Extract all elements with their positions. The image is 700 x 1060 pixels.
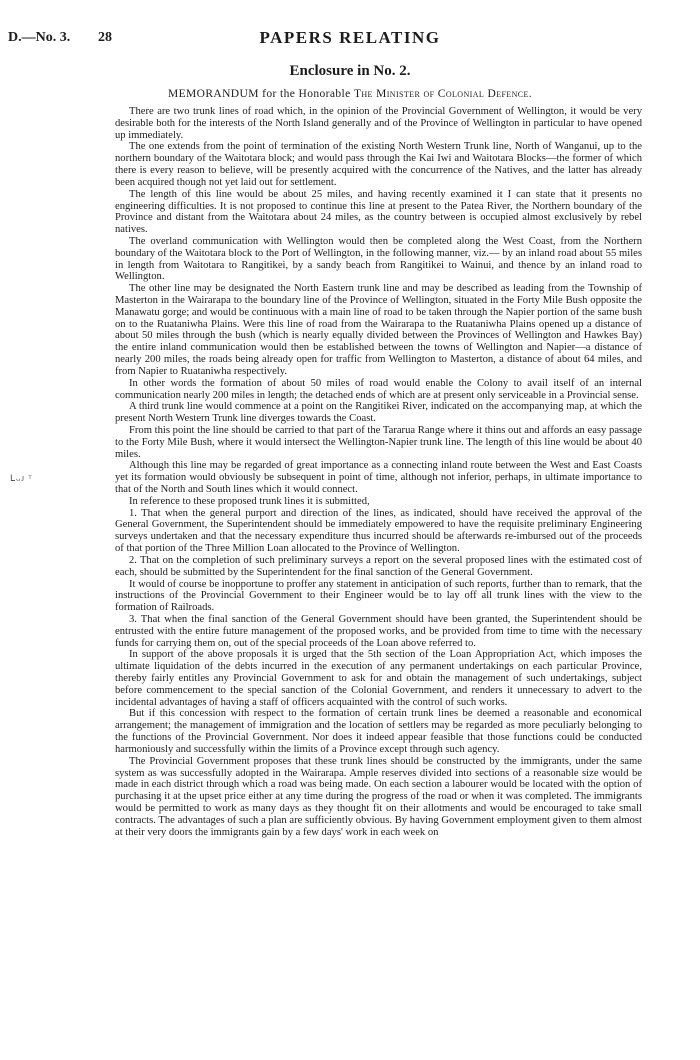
paragraph: But if this concession with respect to the formation of certain trunk lines be deemed a reasonable and economical arrangement; the management of immigration and the location of settlers may be regarded as more peculiarly belonging to the functions of the Provincial Government. Nor does it indeed appear feasible that those functions could be conducted harmoniously and successfully within the limits of a Province except through such agency. — [115, 708, 642, 755]
page-header — [0, 30, 700, 54]
paragraph: It would of course be inopportune to proffer any statement in anticipation of such reports, further than to remark, that the instructions of the Provincial Government to their Engineer would be to lay off all trunk lines with the view to the formation of Railroads. — [115, 578, 642, 614]
paragraph: The length of this line would be about 25 miles, and having recently examined it I can state that it presents no engineering difficulties. It is not proposed to continue this line at present to the Patea River, the Northern boundary of the Province and distant from the Waitotara about 24 miles, as the country between is occupied almost exclusively by rebel natives. — [115, 188, 642, 236]
paragraph: From this point the line should be carried to that part of the Tararua Range where it thins out and affords an easy passage to the Forty Mile Bush, where it would intersect the Wellington-Napier trunk line. The length of this line would be about 40 miles. — [115, 424, 642, 460]
running-title: PAPERS RELATING — [259, 28, 441, 47]
paragraph: A third trunk line would commence at a point on the Rangitikei River, indicated on the accompanying map, at which the present North Western Trunk line diverges towards the Coast. — [115, 401, 642, 425]
paragraph: 3. That when the final sanction of the General Government should have been granted, the Superintendent should be entrusted with the entire future management of the proposed works, and be provided from time to time with the necessary funds for carrying them on, out of the special proceeds of the Loan above referred to. — [115, 613, 642, 649]
paragraph: 2. That on the completion of such preliminary surveys a report on the several proposed lines with the estimated cost of each, should be submitted by the Superintendent for the final sanction of the General Government. — [115, 554, 642, 578]
memo-heading-prefix: MEMORANDUM for the Honorable — [167, 88, 354, 100]
memo-body — [115, 106, 642, 838]
paragraph: There are two trunk lines of road which, in the opinion of the Provincial Government of Wellington, it would be very desirable both for the interests of the North Island generally and of the Province of Wellington in particular to have opened up immediately. — [115, 106, 642, 141]
memo-addressee: The Minister of Colonial Defence. — [353, 88, 533, 100]
enclosure-title: Enclosure in No. 2. — [289, 63, 411, 79]
paragraph: The overland communication with Wellington would then be completed along the West Coast, from the Northern boundary of the Waitotara block to the Port of Wellington, in the following manner, viz.— by an inland road about 55 miles in length from Waitotara to Rangitikei, by a sandy beach from Rangitikei to Wainui, and thence by an inland road to Wellington. — [115, 235, 642, 283]
margin-mark: ᒪᴗᴊ ᵀ — [10, 473, 33, 483]
paragraph: In other words the formation of about 50 miles of road would enable the Colony to avail itself of an internal communication nearly 200 miles in length; the detached ends of which are at present only serviceable in a Provincial sense. — [115, 377, 642, 401]
paragraph: Although this line may be regarded of great importance as a connecting inland route between the West and East Coasts yet its formation would obviously be subsequent in point of time, although not inferior, perhaps, in ultimate importance to that of the North and South lines which it would connect. — [115, 460, 642, 495]
page-number: 28 — [98, 30, 112, 45]
memo-heading — [0, 88, 700, 100]
paragraph: The Provincial Government proposes that these trunk lines should be constructed by the immigrants, under the same system as was successfully adopted in the Wairarapa. Ample reserves divided into sections of a reasonable size would be made in each district through which a road was being made. On each section a labourer would be located with the option of purchasing it at the upset price either at any time during the progress of the road or when it was completed. The immigrants would be permitted to work as many days as they thought fit on their allotments and would be encouraged to take small contracts. The advantages of such a plan are sufficiently obvious. By having Government employment given to them almost at their very doors the immigrants gain by a few days' work in each week on — [115, 755, 642, 838]
paragraph: In support of the above proposals it is urged that the 5th section of the Loan Appropriation Act, which imposes the ultimate liquidation of the debts incurred in the execution of any permanent undertakings on each particular Province, thereby fairly entitles any Provincial Government to ask for and obtain the management of such undertakings, subject before commencement to the special sanction of the Colonial Government, and renders it unnecessary to advert to the incidental advantages of having a staff of officers acquainted with the control of such works. — [115, 649, 642, 708]
paragraph: In reference to these proposed trunk lines it is submitted, — [129, 495, 370, 507]
paragraph: The other line may be designated the North Eastern trunk line and may be described as leading from the Township of Masterton in the Wairarapa to the boundary line of the Province of Wellington, situated in the Forty Mile Bush opposite the Manawatu gorge; and would be continuous with a main line of road to be taken through the Napier portion of the same bush on to the Ruataniwha Plains. Were this line of road from the Wairarapa to the Ruataniwha Plains opened up a distance of about 50 miles through the bush (which is nearly equally divided between the Provinces of Wellington and Hawkes Bay) the entire inland communication would then be established between the towns of Wellington and Napier—a distance of nearly 200 miles, the roads being already open for traffic from Wellington to Masterton, a distance of about 64 miles, and from Napier to Ruataniwha respectively. — [115, 283, 642, 377]
paragraph: 1. That when the general purport and direction of the lines, as indicated, should have received the approval of the General Government, the Superintendent should be immediately empowered to have the requisite preliminary Engineering surveys undertaken and that the necessary expenditure thus incurred should be afterwards re-imbursed out of the proceeds of that portion of the Three Million Loan allocated to the Province of Wellington. — [115, 507, 642, 555]
document-reference: D.—No. 3. — [8, 30, 71, 45]
paragraph: The one extends from the point of termination of the existing North Western Trunk line, North of Wanganui, up to the northern boundary of the Waitotara block; and would pass through the Kai Iwi and Waitotara Blocks—the former of which there is every reason to believe, will be presently acquired with the concurrence of the Natives, and the latter has already been acquired though not yet laid out for settlement. — [115, 141, 642, 188]
